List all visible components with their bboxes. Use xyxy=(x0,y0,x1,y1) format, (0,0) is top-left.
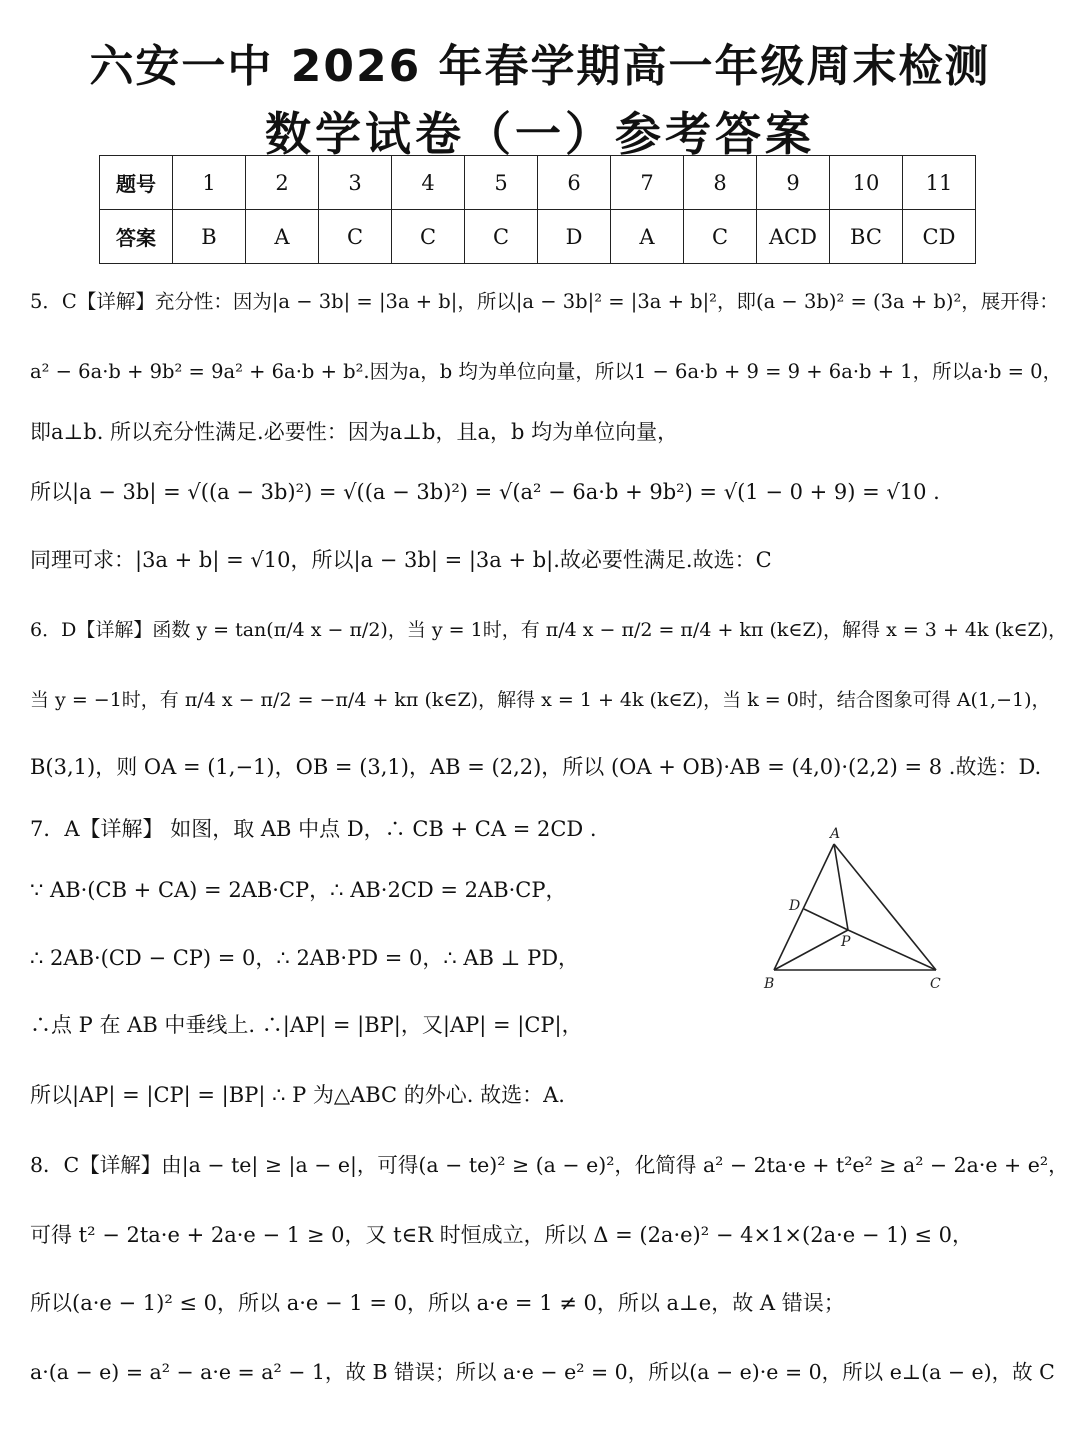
answer-cell: BC xyxy=(830,210,903,264)
q7-line-2: ∵ AB·(CB + CA) = 2AB·CP，∴ AB·2CD = 2AB·CP， xyxy=(30,878,567,902)
triangle-figure xyxy=(760,822,960,997)
question-number: 3 xyxy=(319,156,392,210)
question-number: 2 xyxy=(246,156,319,210)
answer-header: 答案 xyxy=(100,210,173,264)
q6-line-3: B(3,1)，则 OA = (1,−1)，OB = (3,1)，AB = (2,2)，所以 (OA + OB)·AB = (4,0)·(2,2) = 8 .故选：D. xyxy=(30,755,1042,779)
question-number: 10 xyxy=(830,156,903,210)
segment-bp xyxy=(774,930,848,970)
title-line-1: 六安一中 2026 年春学期高一年级周末检测 xyxy=(89,41,991,92)
label-a: A xyxy=(830,826,841,842)
answer-cell: C xyxy=(392,210,465,264)
answer-cell: D xyxy=(538,210,611,264)
answer-table-number-row xyxy=(100,156,976,210)
question-number: 1 xyxy=(173,156,246,210)
answer-cell: B xyxy=(173,210,246,264)
q5-line-4: 所以|a − 3b| = √((a − 3b)²) = √((a − 3b)²) = √(a² − 6a·b + 9b²) = √(1 − 0 + 9) = √10 . xyxy=(30,480,940,504)
label-b: B xyxy=(764,976,775,992)
question-number: 9 xyxy=(757,156,830,210)
answer-table xyxy=(99,155,976,264)
q6-line-2: 当 y = −1时，有 π/4 x − π/2 = −π/4 + kπ (k∈Z)，解得 x = 1 + 4k (k∈Z)，当 k = 0时，结合图象可得 A(1,−1)， xyxy=(30,689,1051,711)
label-c: C xyxy=(930,976,941,992)
question-number: 8 xyxy=(684,156,757,210)
question-number-header: 题号 xyxy=(100,156,173,210)
q5-line-2: a² − 6a·b + 9b² = 9a² + 6a·b + b².因为a，b 均为单位向量，所以1 − 6a·b + 9 = 9 + 6a·b + 1，所以a·b = 0， xyxy=(30,360,1063,383)
q7-line-5: 所以|AP| = |CP| = |BP| ∴ P 为△ABC 的外心. 故选：A. xyxy=(30,1083,565,1107)
question-number: 7 xyxy=(611,156,684,210)
q6-line-1: 6．D【详解】函数 y = tan(π/4 x − π/2)，当 y = 1时，有 π/4 x − π/2 = π/4 + kπ (k∈Z)，解得 x = 3 + 4k (k∈Z)， xyxy=(30,619,1068,641)
segment-ap xyxy=(834,844,848,930)
answer-table-answer-row xyxy=(100,210,976,264)
segment-cp xyxy=(848,930,936,970)
q5-line-3: 即a⊥b. 所以充分性满足.必要性：因为a⊥b，且a，b 均为单位向量， xyxy=(30,420,679,444)
answer-cell: C xyxy=(319,210,392,264)
q8-line-2: 可得 t² − 2ta·e + 2a·e − 1 ≥ 0，又 t∈R 时恒成立，所以 Δ = (2a·e)² − 4×1×(2a·e − 1) ≤ 0， xyxy=(30,1223,974,1247)
answer-cell: A xyxy=(611,210,684,264)
q7-line-1: 7．A【详解】 如图，取 AB 中点 D，∴ CB + CA = 2CD . xyxy=(30,817,597,841)
edge-ac xyxy=(834,844,936,970)
answer-cell: CD xyxy=(903,210,976,264)
answer-cell: A xyxy=(246,210,319,264)
q8-line-3: 所以(a·e − 1)² ≤ 0，所以 a·e − 1 = 0，所以 a·e = 1 ≠ 0，所以 a⊥e，故 A 错误； xyxy=(30,1291,845,1315)
label-d: D xyxy=(789,898,801,914)
q5-line-5: 同理可求：|3a + b| = √10，所以|a − 3b| = |3a + b|.故必要性满足.故选：C xyxy=(30,548,772,572)
q5-line-1: 5．C【详解】充分性：因为|a − 3b| = |3a + b|，所以|a − 3b|² = |3a + b|²，即(a − 3b)² = (3a + b)²，展开得： xyxy=(30,290,1059,313)
q8-line-4: a·(a − e) = a² − a·e = a² − 1，故 B 错误；所以 a·e − e² = 0，所以(a − e)·e = 0，所以 e⊥(a − e)，故 C xyxy=(30,1360,1055,1384)
q8-line-1: 8．C【详解】由|a − te| ≥ |a − e|，可得(a − te)² ≥ (a − e)²，化简得 a² − 2ta·e + t²e² ≥ a² − 2a·e + e²， xyxy=(30,1153,1069,1177)
q7-line-3: ∴ 2AB·(CD − CP) = 0，∴ 2AB·PD = 0，∴ AB ⊥ PD， xyxy=(30,946,580,970)
segment-dp xyxy=(804,909,848,930)
question-number: 5 xyxy=(465,156,538,210)
answer-cell: ACD xyxy=(757,210,830,264)
label-p: P xyxy=(841,934,851,950)
answer-cell: C xyxy=(465,210,538,264)
answer-cell: C xyxy=(684,210,757,264)
question-number: 6 xyxy=(538,156,611,210)
edge-ab xyxy=(774,844,834,970)
question-number: 11 xyxy=(903,156,976,210)
q7-line-4: ∴点 P 在 AB 中垂线上. ∴|AP| = |BP|，又|AP| = |CP|， xyxy=(30,1013,583,1037)
question-number: 4 xyxy=(392,156,465,210)
title-line-2: 数学试卷（一）参考答案 xyxy=(265,107,815,161)
